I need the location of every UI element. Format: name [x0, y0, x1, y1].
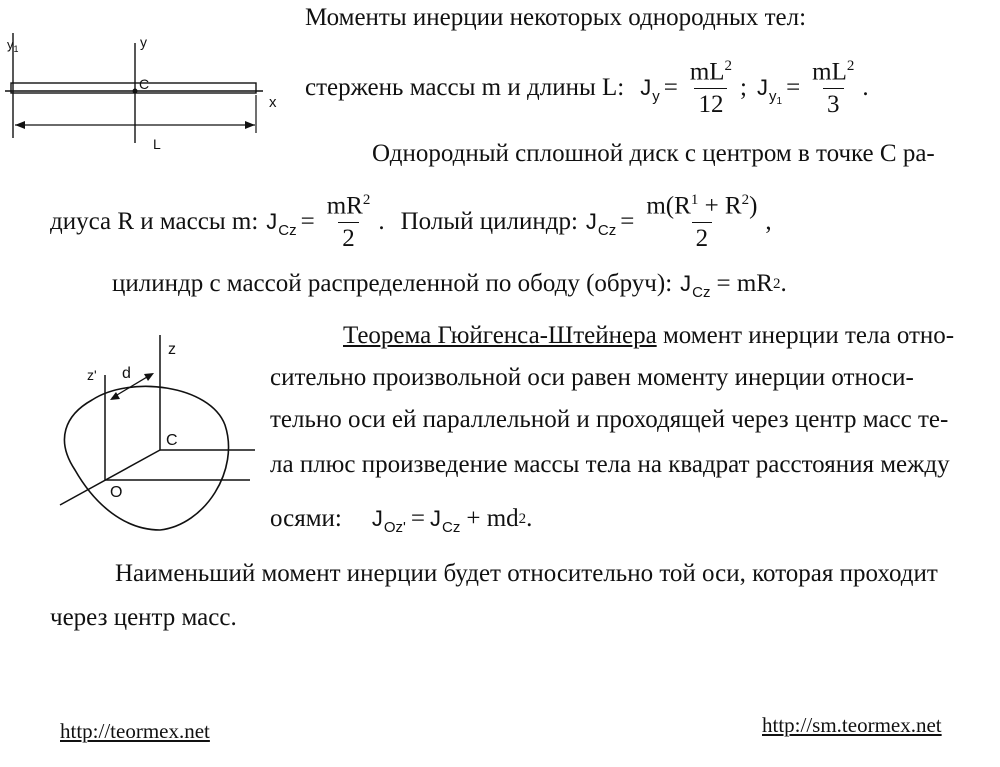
hoop-text: цилиндр с массой распределенной по ободу (обруч): [112, 270, 673, 297]
hollow-j: J [585, 209, 597, 235]
z1-label: z' [87, 367, 97, 383]
hoop-j-sub: Cz [692, 283, 711, 301]
disk-j: J [266, 209, 278, 235]
rod-j: J [640, 75, 652, 101]
axes-text: осями: [270, 505, 342, 532]
disk-line-1: Однородный сплошной диск с центром в точке С ра- [372, 140, 935, 167]
steiner-j2-sub: Cz [442, 518, 461, 536]
theorem-line-4: ла плюс произведение массы тела на квадрат расстояния между [270, 451, 950, 478]
disk-j-sub: Cz [278, 221, 297, 239]
footer-link-left[interactable]: http://teormex.net [60, 719, 210, 743]
conclusion-line-1: Наименьший момент инерции будет относительно той оси, которая проходит [115, 560, 938, 587]
c-label: C [166, 432, 178, 449]
hollow-eq: = [620, 208, 635, 236]
x-label: x [269, 94, 277, 111]
rod-text: стержень массы m и длины L: [305, 74, 625, 102]
theorem-line-1: Теорема Гюйгенса-Штейнера момент инерции тела отно- [343, 322, 955, 349]
center-point [133, 89, 138, 94]
disk-period: . [378, 208, 385, 236]
semicolon: ; [740, 74, 747, 102]
disk-text: диуса R и массы m: [50, 208, 259, 236]
steiner-period: . [526, 505, 533, 532]
page-title: Моменты инерции некоторых однородных тел: [305, 4, 807, 31]
hollow-j-sub: Cz [597, 221, 617, 239]
y-label: y [140, 34, 147, 50]
rod-j1-sub: $y_1$ [769, 87, 783, 107]
rod-line [305, 58, 869, 118]
o-label: O [110, 484, 123, 501]
hoop-eq: = mR [716, 270, 773, 297]
z-label: z [168, 341, 176, 358]
steiner-diagram [40, 330, 270, 540]
steiner-j-sub: Oz' [383, 518, 406, 536]
hoop-exp: 2 [772, 275, 781, 292]
eq-sign: = [663, 74, 678, 102]
conclusion-line-2: через центр масс. [50, 604, 237, 631]
rod-fraction-1: $\frac{mL^2}{12}$ [689, 58, 733, 118]
eq-sign-2: = [786, 74, 801, 102]
theorem-name: Теорема Гюйгенса-Штейнера [343, 322, 657, 349]
hoop-period: . [780, 270, 787, 297]
rod-fraction-2: $\frac{mL^2}{3}$ [812, 58, 855, 118]
arrow-icon [144, 373, 154, 381]
hollow-text: Полый цилиндр: [400, 208, 578, 236]
rod-j1: J [757, 75, 768, 101]
rod-diagram [5, 33, 295, 158]
steiner-j: J [371, 506, 383, 531]
hoop-line [112, 270, 787, 301]
disk-eq: = [300, 208, 315, 236]
theorem-line-3: тельно оси ей параллельной и проходящей через центр масс те- [270, 406, 949, 433]
d-label: d [122, 365, 131, 382]
hoop-j: J [680, 271, 692, 296]
arrow-icon [110, 392, 120, 400]
theorem-line-5 [270, 505, 533, 536]
theorem-line-2: сительно произвольной оси равен моменту инерции относи- [270, 364, 914, 391]
hollow-comma: , [765, 208, 772, 236]
period: . [862, 74, 869, 102]
steiner-exp: 2 [518, 510, 527, 527]
disk-line-2 [50, 192, 772, 252]
disk-fraction: $\frac{mR^2}{2}$ [326, 192, 371, 252]
arrow-right-icon [245, 121, 255, 129]
steiner-plus: + md [466, 505, 519, 532]
hollow-fraction: $\frac{m(R^1 + R^2)}{2}$ [646, 192, 758, 252]
footer-link-right[interactable]: http://sm.teormex.net [762, 713, 942, 737]
c-label: C [139, 76, 150, 92]
y1-label: $y_1$ [7, 37, 19, 54]
rod-j-sub: y [652, 87, 660, 105]
steiner-j2: J [430, 506, 442, 531]
l-label: L [153, 136, 161, 152]
arrow-left-icon [15, 121, 25, 129]
steiner-eq: = [410, 505, 426, 532]
